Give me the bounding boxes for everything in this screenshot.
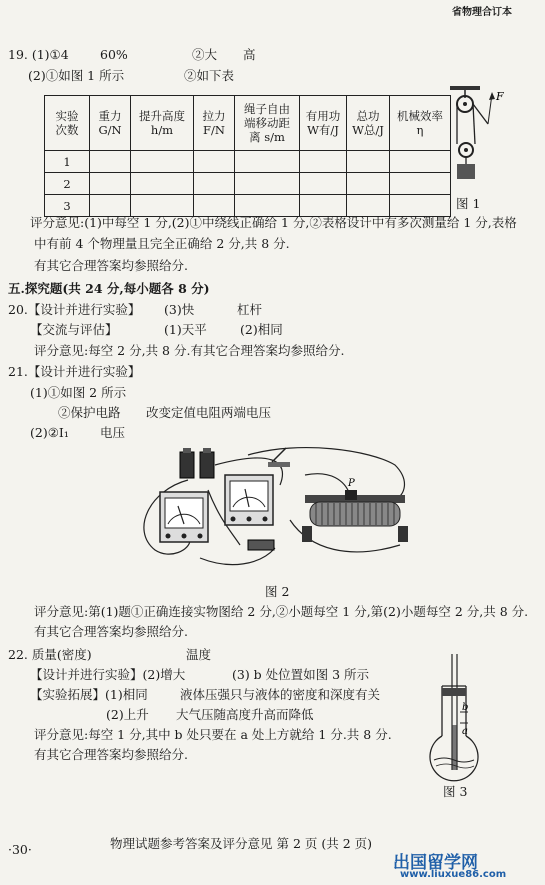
battery-right [200,448,214,478]
th-distance: 绳子自由 端移动距 离 s/m [235,96,300,151]
q19-answer-6: ②如下表 [184,68,235,83]
watermark-title: 出国留学网 [393,853,478,873]
figure-2-label: 图 2 [265,584,290,599]
q21-title: 21.【设计并进行实验】 [8,364,141,379]
q19-comment-1: 评分意见:(1)中每空 1 分,(2)①中绕线正确给 1 分,②表格设计中有多次测量给 1 分,表格 [30,215,517,230]
table-row: 2 [45,173,451,195]
q21-comment-1: 评分意见:第(1)题①正确连接实物图给 2 分,②小题每空 1 分,第(2)小题每空 2 分,共 8 分. [34,604,529,619]
answer-table [44,95,451,217]
figure-3-flask [422,650,492,785]
figure-1-pulley [440,84,510,194]
th-trial: 实验 次数 [45,96,90,151]
q21-answer-4: (2)②I₁ [30,425,69,440]
q20-answer-5: (1)天平 [164,322,207,337]
q22-answer-8: 大气压随高度升高而降低 [176,707,314,722]
figure-1-force-label: F [496,90,504,103]
q22-comment-1: 评分意见:每空 1 分,其中 b 处只要在 a 处上方就给 1 分.共 8 分. [34,727,392,742]
watermark-url: www.liuxue86.com [400,869,507,880]
q21-answer-5: 电压 [100,425,126,440]
q22-comment-2: 有其它合理答案均参照给分. [34,747,188,762]
section-5-title: 五.探究题(共 24 分,每小题各 8 分) [8,281,210,296]
q21-answer-3: 改变定值电阻两端电压 [146,405,272,420]
th-pull: 拉力 F/N [194,96,235,151]
q20-answer-6: (2)相同 [240,322,283,337]
q19-comment-2: 中有前 4 个物理量且完全正确给 2 分,共 8 分. [34,236,290,251]
figure-2-circuit [130,440,430,580]
table-header-row [45,96,451,151]
q22-answer-4: (3) b 处位置如图 3 所示 [232,667,370,682]
rheostat-slider-label: P [348,478,355,489]
voltmeter [225,475,273,525]
header-right: 省物理合订本 [452,7,512,18]
table-row: 1 [45,151,451,173]
q22-answer-3: 【设计并进行实验】(2)增大 [30,667,186,682]
page-number: ·30· [8,842,32,857]
q22-answer-6: 液体压强只与液体的密度和深度有关 [180,687,381,702]
q19-answer-3: ②大 [192,47,218,62]
footer-title: 物理试题参考答案及评分意见 第 2 页 (共 2 页) [110,836,373,851]
figure-1-label: 图 1 [456,196,481,211]
q19-answer-1: 19. (1)①4 [8,47,69,62]
ammeter [160,492,208,542]
rheostat [302,478,408,542]
q19-answer-2: 60% [100,47,128,62]
th-height: 提升高度 h/m [131,96,194,151]
battery-left [180,448,194,478]
q22-answer-5: 【实验拓展】(1)相同 [30,687,148,702]
th-total-work: 总功 W总/J [347,96,390,151]
figure-3-label: 图 3 [443,784,468,799]
q20-answer-4: 【交流与评估】 [30,322,118,337]
q22-answer-2: 温度 [186,647,212,662]
q19-answer-4: 高 [243,47,256,62]
q21-answer-1: (1)①如图 2 所示 [30,385,127,400]
q22-answer-7: (2)上升 [106,707,149,722]
th-useful-work: 有用功 W有/J [300,96,347,151]
q20-comment: 评分意见:每空 2 分,共 8 分.有其它合理答案均参照给分. [34,343,345,358]
switch [268,448,290,467]
q20-answer-1: 20.【设计并进行实验】 [8,302,141,317]
resistor [248,540,274,550]
table-row: 3 [45,195,451,217]
q19-comment-3: 有其它合理答案均参照给分. [34,258,188,273]
q21-comment-2: 有其它合理答案均参照给分. [34,624,188,639]
q20-answer-2: (3)快 [164,302,195,317]
th-efficiency: 机械效率 η [390,96,451,151]
q19-answer-5: (2)①如图 1 所示 [28,68,125,83]
q22-answer-1: 22. 质量(密度) [8,647,92,662]
th-gravity: 重力 G/N [90,96,131,151]
figure-3-b-label: b [462,702,469,713]
q21-answer-2: ②保护电路 [58,405,121,420]
q20-answer-3: 杠杆 [237,302,263,317]
figure-3-a-label: a [462,726,468,737]
